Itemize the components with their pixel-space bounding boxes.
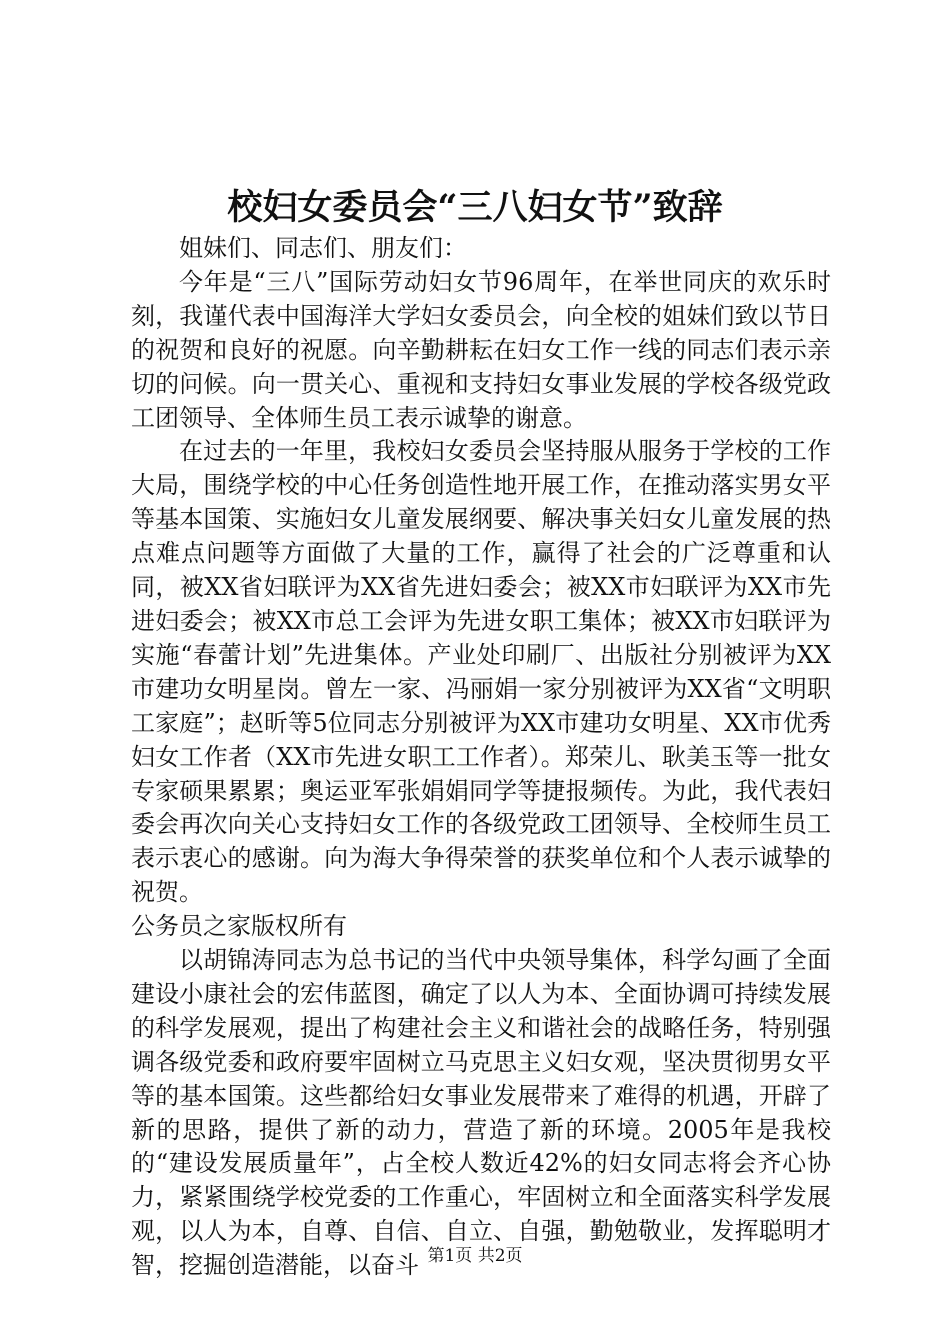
copyright-line: 公务员之家版权所有 [131,912,347,941]
paragraph-2: 在过去的一年里，我校妇女委员会坚持服从服务于学校的工作大局，围绕学校的中心任务创造性地开展工作，在推动落实男女平等基本国策、实施妇女儿童发展纲要、解决事关妇女儿童发展的热点难点问题等方面做了大量的工作，赢得了社会的广泛尊重和认同，被XX省妇联评为XX省先进妇委会；被XX市妇联评为XX市先进妇委会；被XX市总工会评为先进女职工集体；被XX市妇联评为实施“春蕾计划”先进集体。产业处印刷厂、出版社分别被评为XX市建功女明星岗。曾左一家、冯丽娟一家分别被评为XX省“文明职工家庭”；赵昕等5位同志分别被评为XX市建功女明星、XX市优秀妇女工作者（XX市先进女职工工作者）。郑荣儿、耿美玉等一批女专家硕果累累；奥运亚军张娟娟同学等捷报频传。为此，我代表妇委会再次向关心支持妇女工作的各级党政工团领导、全校师生员工表示衷心的感谢。向为海大争得荣誉的获奖单位和个人表示诚挚的祝贺。 [131,437,831,907]
document-title: 校妇女委员会“三八妇女节”致辞 [227,187,723,228]
greeting: 姐妹们、同志们、朋友们： [179,234,467,262]
page-number: 第1页 共2页 [427,1246,523,1266]
paragraph-1: 今年是“三八”国际劳动妇女节96周年，在举世同庆的欢乐时刻，我谨代表中国海洋大学妇女委员会，向全校的姐妹们致以节日的祝贺和良好的祝愿。向辛勤耕耘在妇女工作一线的同志们表示亲切的问候。向一贯关心、重视和支持妇女事业发展的学校各级党政工团领导、全体师生员工表示诚挚的谢意。 [131,267,831,432]
document-body [131,232,831,1283]
paragraph-3: 以胡锦涛同志为总书记的当代中央领导集体，科学勾画了全面建设小康社会的宏伟蓝图，确定了以人为本、全面协调可持续发展的科学发展观，提出了构建社会主义和谐社会的战略任务，特别强调各级党委和政府要牢固树立马克思主义妇女观，坚决贯彻男女平等的基本国策。这些都给妇女事业发展带来了难得的机遇，开辟了新的思路，提供了新的动力，营造了新的环境。2005年是我校的“建设发展质量年”，占全校人数近42%的妇女同志将会齐心协力，紧紧围绕学校党委的工作重心，牢固树立和全面落实科学发展观，以人为本，自尊、自信、自立、自强，勤勉敬业，发挥聪明才智，挖掘创造潜能，以奋斗 [131,946,831,1280]
